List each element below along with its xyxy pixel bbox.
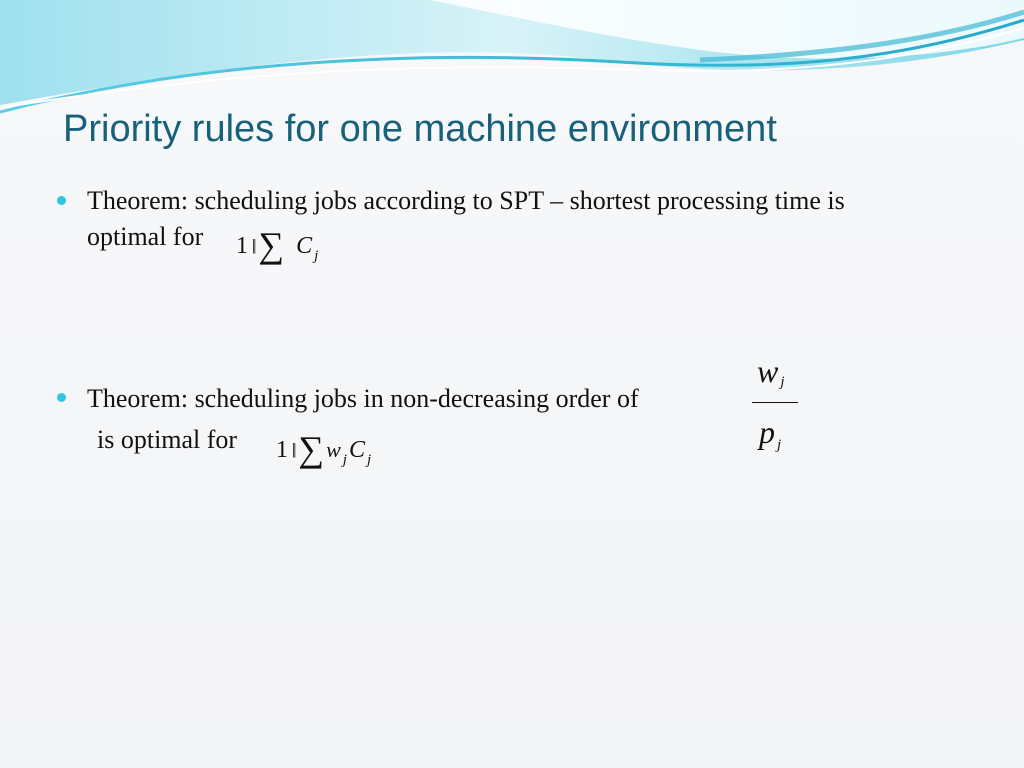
fraction-denominator	[759, 414, 781, 451]
fraction-numerator	[757, 353, 785, 390]
bullet-dot	[57, 393, 66, 402]
formula-c: C	[296, 233, 313, 259]
formula-w: w	[326, 437, 341, 462]
formula-double-bar: ||	[292, 441, 295, 458]
theorem2-line2: is optimal for	[97, 425, 238, 454]
formula-c-subscript: j	[314, 248, 319, 264]
bullet-dot	[57, 196, 66, 205]
formula-one: 1	[236, 233, 248, 259]
theorem2-line1: Theorem: scheduling jobs in non-decreasing order of	[87, 384, 639, 413]
theorem1-formula	[236, 220, 319, 265]
formula-double-bar: ||	[252, 237, 255, 254]
fraction-p-subscript: j	[777, 437, 782, 453]
theorem1-line1: Theorem: scheduling jobs according to SPT – shortest processing time is	[87, 186, 845, 215]
slide-title: Priority rules for one machine environment	[63, 108, 777, 150]
formula-c-subscript: j	[366, 452, 372, 468]
sum-symbol: ∑	[258, 225, 285, 265]
sum-symbol: ∑	[298, 429, 325, 469]
fraction-w: w	[757, 353, 779, 389]
formula-c: C	[348, 437, 365, 463]
theorem2-formula	[276, 424, 372, 469]
formula-one: 1	[276, 437, 288, 463]
header-wave-decoration	[0, 0, 1024, 120]
fraction-bar	[752, 402, 798, 403]
theorem1-line2: optimal for	[87, 222, 204, 251]
formula-w-subscript: j	[342, 452, 347, 468]
fraction-w-subscript: j	[780, 374, 785, 390]
fraction-p: p	[759, 414, 775, 450]
